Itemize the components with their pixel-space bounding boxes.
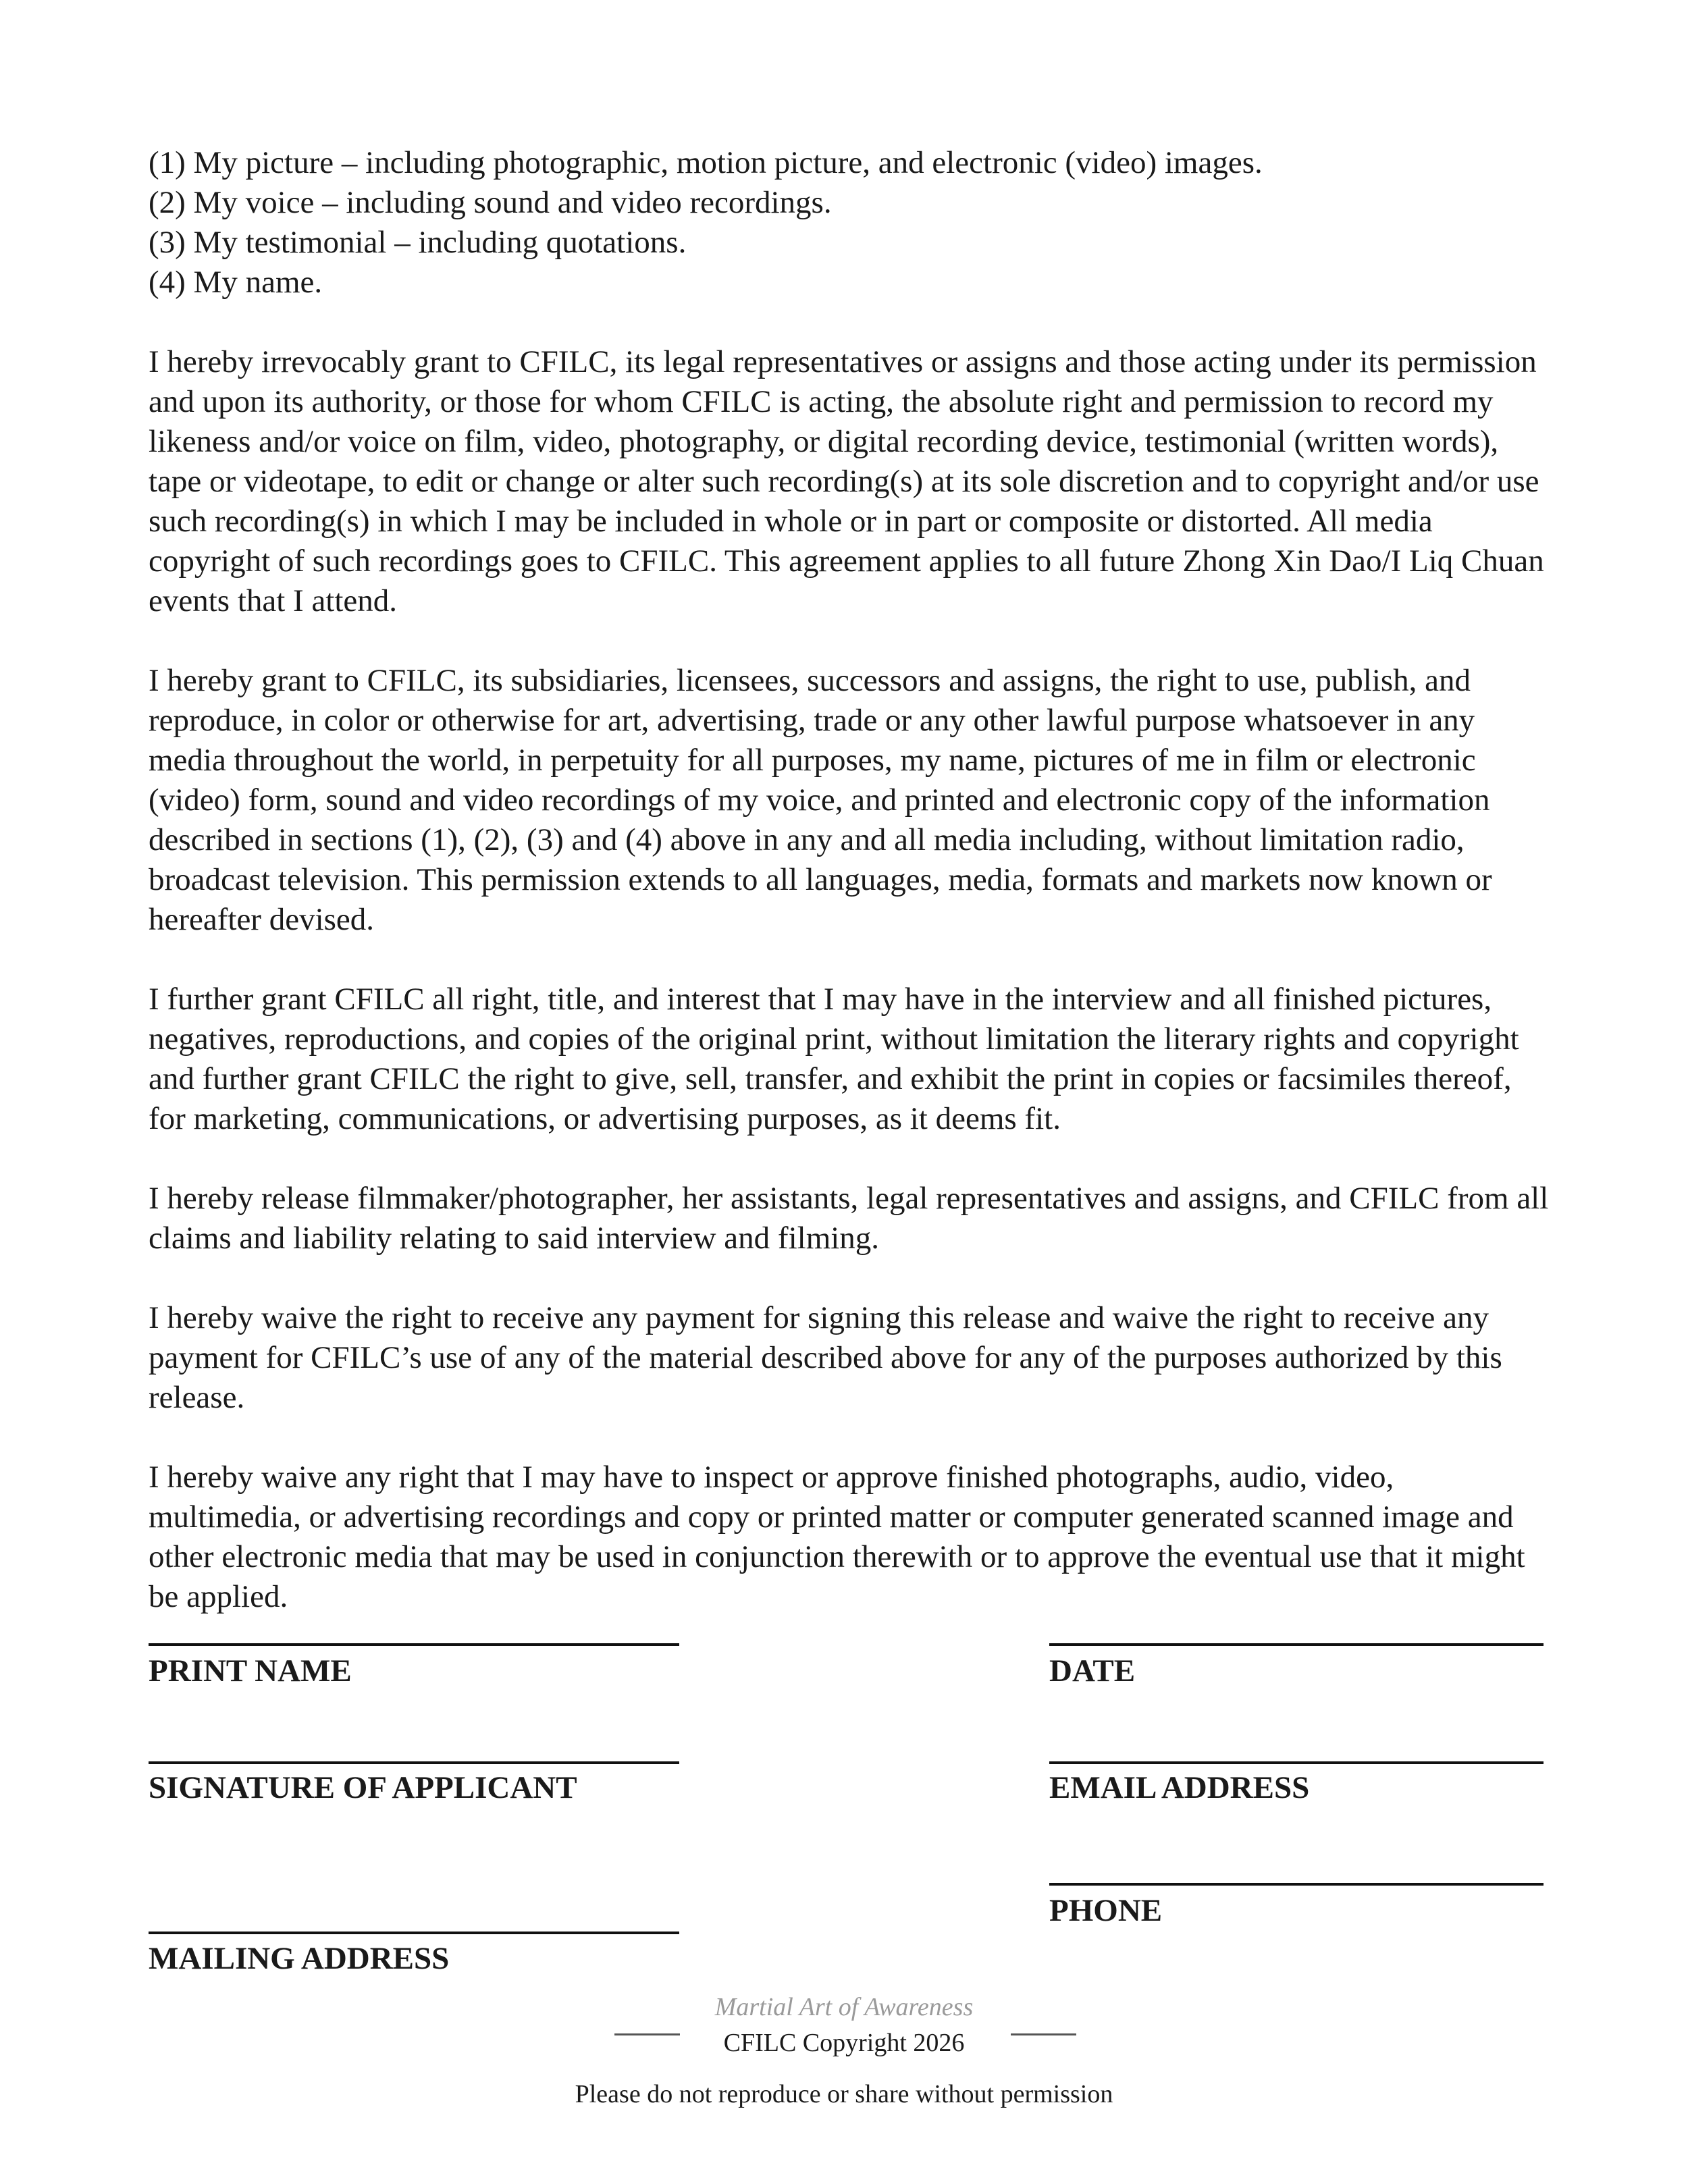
footer-rule-right bbox=[1011, 2033, 1076, 2035]
email-line[interactable] bbox=[1049, 1761, 1544, 1764]
phone-label: PHONE bbox=[1049, 1893, 1163, 1928]
email-label: EMAIL ADDRESS bbox=[1049, 1770, 1310, 1805]
release-items-list bbox=[149, 143, 1553, 302]
phone-line[interactable] bbox=[1049, 1883, 1544, 1886]
footer-tagline: Martial Art of Awareness bbox=[714, 1993, 974, 2021]
paragraph-payment-waiver: I hereby waive the right to receive any payment for signing this release and waive the right to receive any payment for CFILC’s use of any of the material described above for any of the purposes authorized by this release. bbox=[149, 1300, 1502, 1415]
paragraph-usage-grant: I hereby grant to CFILC, its subsidiaries, licensees, successors and assigns, the right to use, publish, and reproduce, in color or otherwise for art, advertising, trade or any other lawful purpose whatsoever in any media throughout the world, in perpetuity for all purposes, my name, pictures of me in film or electronic (video) form, sound and video recordings of my voice, and printed and electronic copy of the information described in sections (1), (2), (3) and (4) above in any and all media including, without limitation radio, broadcast television. This permission extends to all languages, media, formats and markets now known or hereafter devised. bbox=[149, 663, 1492, 937]
mailing-address-line[interactable] bbox=[149, 1932, 679, 1934]
paragraph-inspection-waiver: I hereby waive any right that I may have to inspect or approve finished photographs, audio, video, multimedia, or advertising recordings and copy or printed matter or computer generated scanned image and other electronic media that may be used in conjunction therewith or to approve the eventual use that it might be applied. bbox=[149, 1460, 1525, 1614]
paragraph-irrevocable-grant: I hereby irrevocably grant to CFILC, its legal representatives or assigns and those acting under its permission and upon its authority, or those for whom CFILC is acting, the absolute right and permission to record my likeness and/or voice on film, video, photography, or digital recording device, testimonial (written words), tape or videotape, to edit or change or alter such recording(s) at its sole discretion and to copyright and/or use such recording(s) in which I may be included in whole or in part or composite or distorted. All media copyright of such recordings goes to CFILC. This agreement applies to all future Zhong Xin Dao/I Liq Chuan events that I attend. bbox=[149, 344, 1544, 618]
release-item-voice: (2) My voice – including sound and video recordings. bbox=[149, 185, 832, 220]
release-body bbox=[149, 143, 1553, 1617]
paragraph-liability-release: I hereby release filmmaker/photographer, her assistants, legal representatives and assigns, and CFILC from all claims and liability relating to said interview and filming. bbox=[149, 1181, 1549, 1256]
print-name-label: PRINT NAME bbox=[149, 1653, 352, 1688]
paragraph-rights-grant: I further grant CFILC all right, title, and interest that I may have in the interview and all finished pictures, negatives, reproductions, and copies of the original print, without limitation the literary rights and copyright and further grant CFILC the right to give, sell, transfer, and exhibit the print in copies or facsimiles thereof, for marketing, communications, or advertising purposes, as it deems fit. bbox=[149, 982, 1519, 1136]
print-name-line[interactable] bbox=[149, 1643, 679, 1646]
release-item-picture: (1) My picture – including photographic, motion picture, and electronic (video) images. bbox=[149, 145, 1263, 180]
signature-label: SIGNATURE OF APPLICANT bbox=[149, 1770, 577, 1805]
footer-notice: Please do not reproduce or share without permission bbox=[575, 2080, 1113, 2108]
date-line[interactable] bbox=[1049, 1643, 1544, 1646]
mailing-address-label: MAILING ADDRESS bbox=[149, 1941, 450, 1976]
date-label: DATE bbox=[1049, 1653, 1136, 1688]
footer-copyright: CFILC Copyright 2026 bbox=[723, 2029, 965, 2057]
release-item-name: (4) My name. bbox=[149, 265, 323, 300]
signature-line[interactable] bbox=[149, 1761, 679, 1764]
release-item-testimonial: (3) My testimonial – including quotations. bbox=[149, 225, 687, 260]
